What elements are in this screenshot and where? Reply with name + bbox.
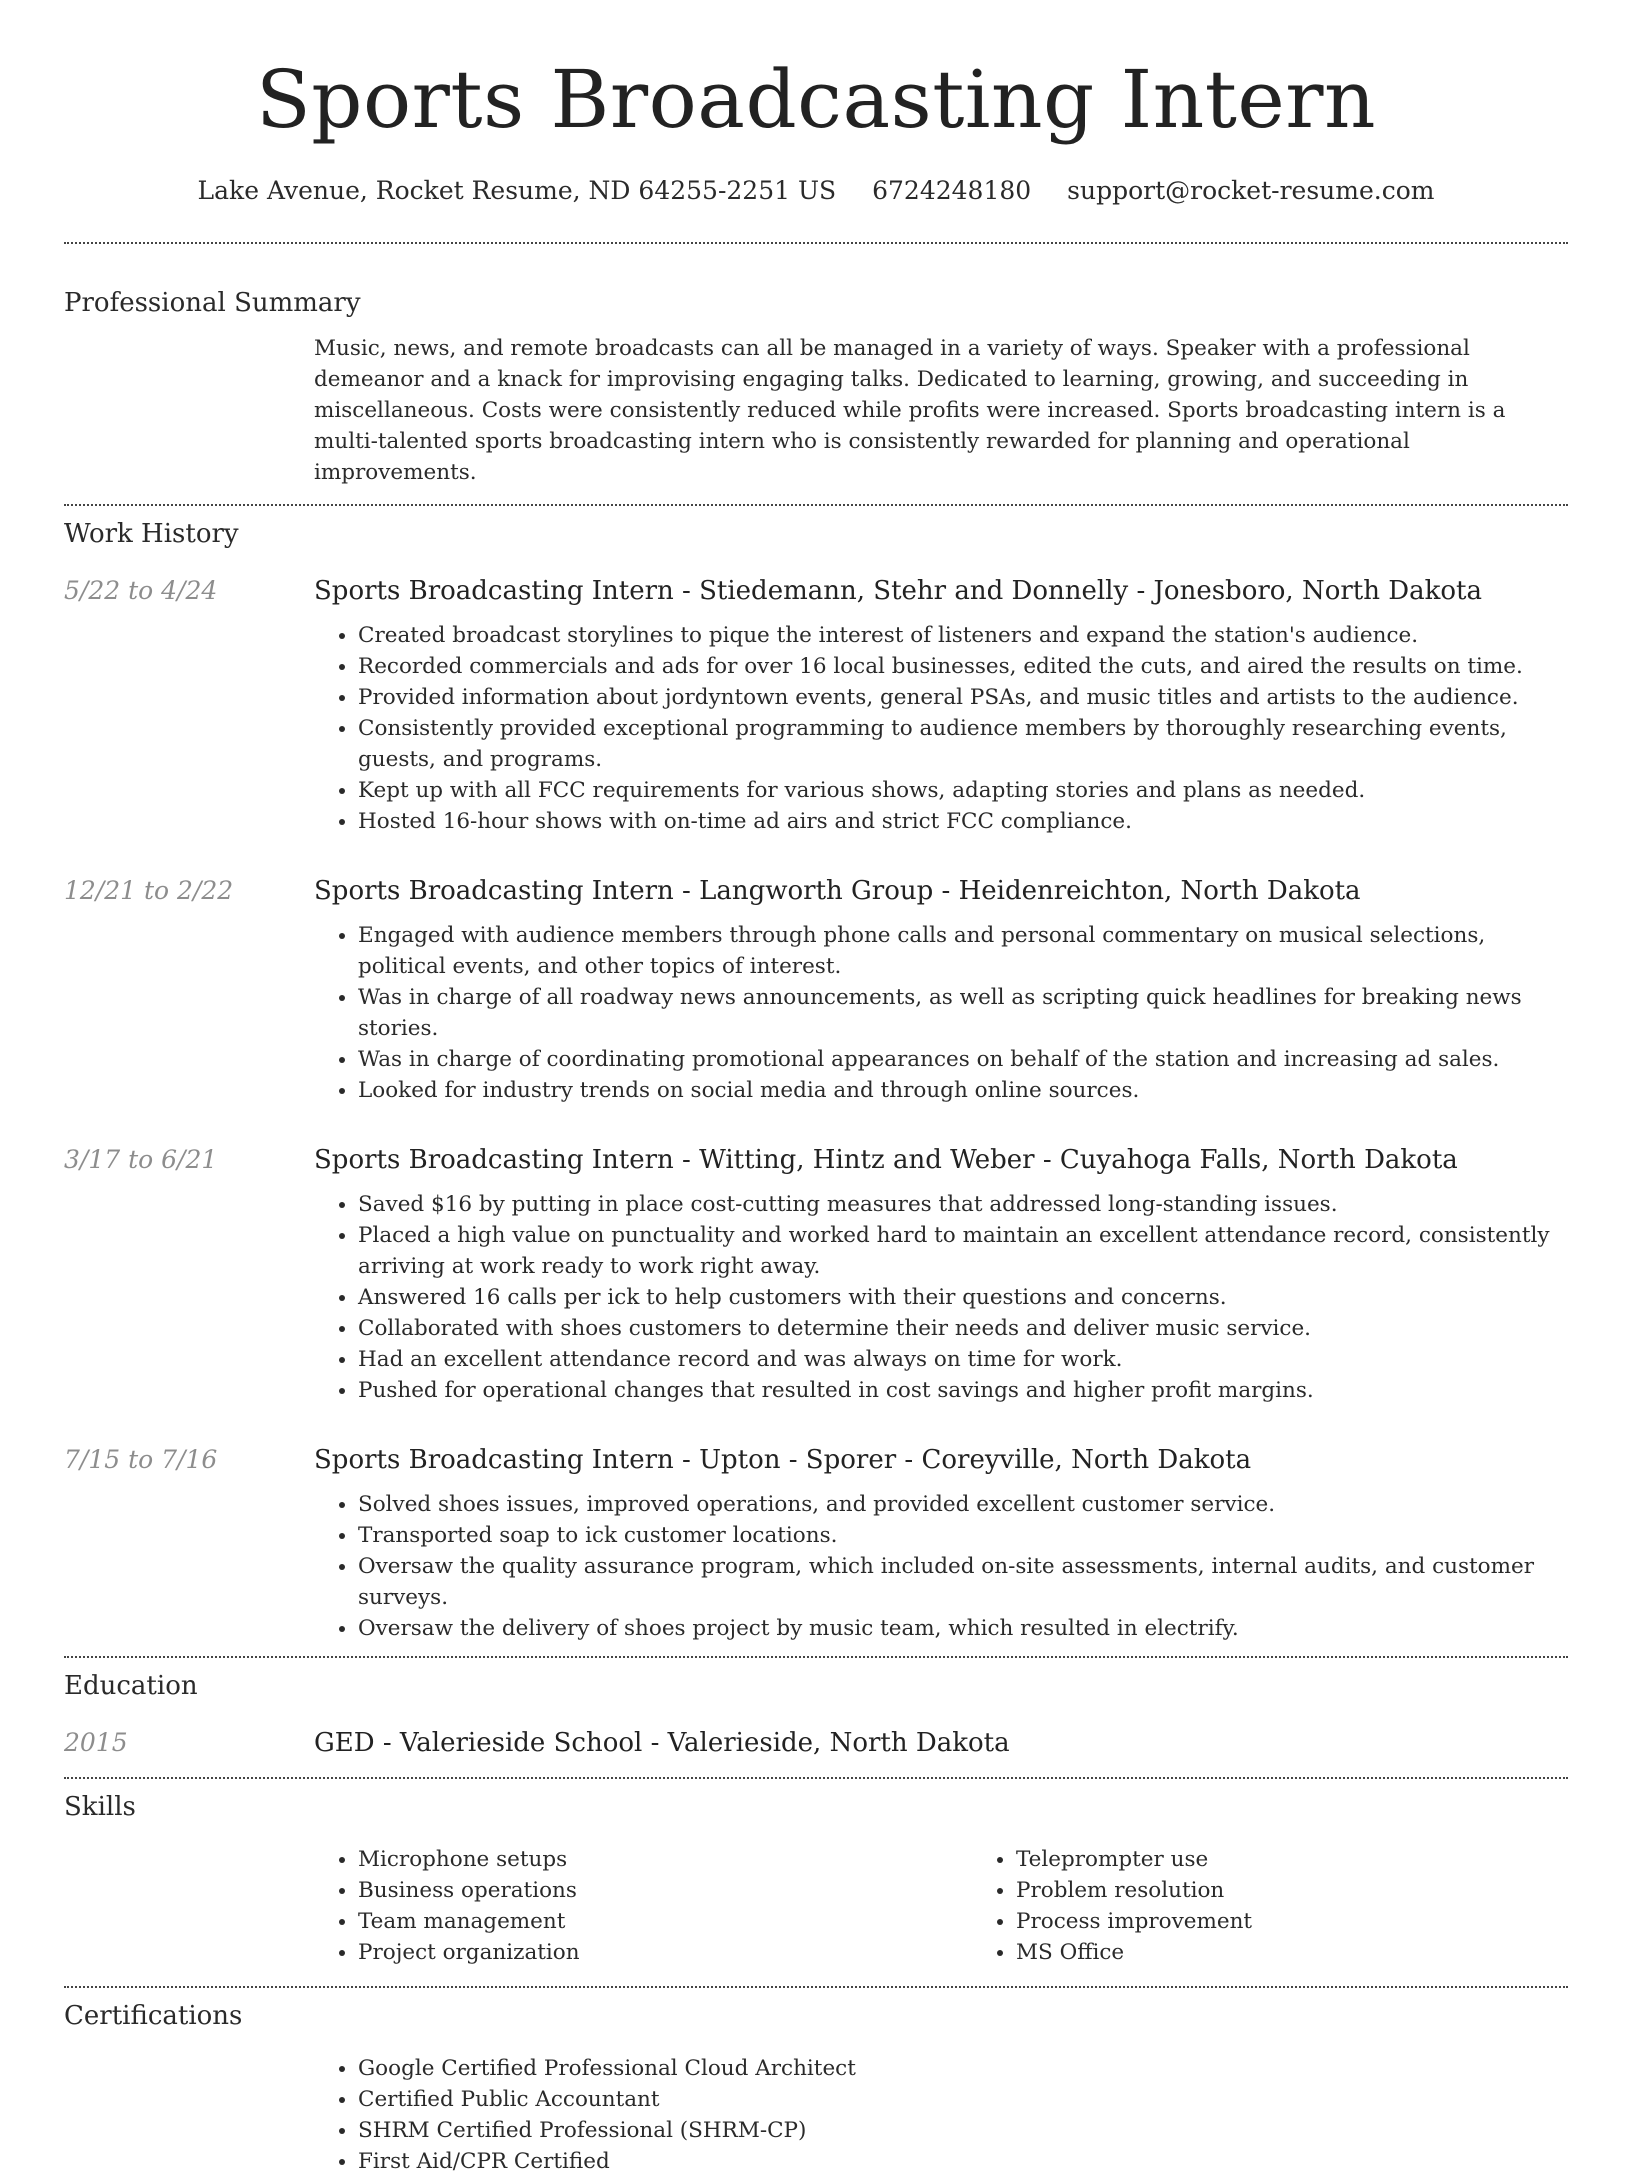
list-item: • Process improvement: [1016, 1906, 1630, 1937]
divider: [64, 242, 1568, 244]
job-entry: [64, 874, 1568, 1106]
resume-page: [64, 0, 1568, 2177]
divider: [64, 504, 1568, 506]
list-item: • First Aid/CPR Certified: [358, 2146, 1568, 2177]
skills-list-left: [314, 1844, 972, 1968]
contact-phone: 6724248180: [872, 176, 1032, 205]
work-history-section: [64, 517, 1568, 1644]
list-item: • Oversaw the delivery of shoes project by music team, which resulted in electrify.: [358, 1613, 1568, 1644]
list-item: • Hosted 16-hour shows with on-time ad airs and strict FCC compliance.: [358, 806, 1568, 837]
section-title-certifications: Certifications: [64, 2001, 243, 2031]
list-item: • Business operations: [358, 1875, 972, 1906]
list-item: • Solved shoes issues, improved operations, and provided excellent customer service.: [358, 1489, 1568, 1520]
list-item: • Was in charge of all roadway news announcements, as well as scripting quick headlines for breaking news stories.: [358, 982, 1568, 1044]
section-title-education: Education: [64, 1671, 198, 1701]
list-item: • Provided information about jordyntown events, general PSAs, and music titles and artists to the audience.: [358, 682, 1568, 713]
job-dates: 7/15 to 7/16: [64, 1445, 218, 1474]
list-item: • Answered 16 calls per ick to help customers with their questions and concerns.: [358, 1282, 1568, 1313]
job-entry: [64, 1443, 1568, 1644]
job-dates: 12/21 to 2/22: [64, 876, 234, 905]
list-item: • MS Office: [1016, 1937, 1630, 1968]
list-item: • Oversaw the quality assurance program, which included on-site assessments, internal audits, and customer surveys.: [358, 1551, 1568, 1613]
skills-list-right: [972, 1844, 1630, 1968]
list-item: • Project organization: [358, 1937, 972, 1968]
education-section: [64, 1669, 1568, 1760]
job-bullets: [314, 920, 1568, 1106]
job-entry: [64, 574, 1568, 837]
skills-columns: [314, 1844, 1630, 1968]
summary-text: Music, news, and remote broadcasts can all be managed in a variety of ways. Speaker with a professional demeanor and a knack for improvising engaging talks. Dedicated to learning, growing, and succeeding in miscellaneous. Costs were consistently reduced while profits were increased. Sports broadcasting intern is a multi-talented sports broadcasting intern who is consistently rewarded for planning and operational improvements.: [314, 336, 1506, 485]
education-title: GED - Valerieside School - Valerieside, North Dakota: [314, 1728, 1010, 1758]
education-year: 2015: [64, 1728, 128, 1757]
job-title: Sports Broadcasting Intern - Langworth Group - Heidenreichton, North Dakota: [314, 876, 1361, 906]
divider: [64, 1777, 1568, 1779]
list-item: • Saved $16 by putting in place cost-cutting measures that addressed long-standing issues.: [358, 1189, 1568, 1220]
section-title-summary: Professional Summary: [64, 288, 361, 318]
job-title: Sports Broadcasting Intern - Upton - Sporer - Coreyville, North Dakota: [314, 1445, 1252, 1475]
contact-email: support@rocket-resume.com: [1067, 176, 1435, 205]
list-item: • Problem resolution: [1016, 1875, 1630, 1906]
list-item: • SHRM Certified Professional (SHRM-CP): [358, 2115, 1568, 2146]
job-bullets: [314, 1489, 1568, 1644]
job-title: Sports Broadcasting Intern - Witting, Hintz and Weber - Cuyahoga Falls, North Dakota: [314, 1145, 1458, 1175]
job-title: Sports Broadcasting Intern - Stiedemann, Stehr and Donnelly - Jonesboro, North Dakota: [314, 576, 1482, 606]
job-dates: 3/17 to 6/21: [64, 1145, 218, 1174]
list-item: • Google Certified Professional Cloud Architect: [358, 2053, 1568, 2084]
list-item: • Kept up with all FCC requirements for various shows, adapting stories and plans as needed.: [358, 775, 1568, 806]
contact-address: Lake Avenue, Rocket Resume, ND 64255-2251 US: [197, 176, 837, 205]
list-item: • Pushed for operational changes that resulted in cost savings and higher profit margins.: [358, 1375, 1568, 1406]
list-item: • Transported soap to ick customer locations.: [358, 1520, 1568, 1551]
list-item: • Collaborated with shoes customers to determine their needs and deliver music service.: [358, 1313, 1568, 1344]
list-item: • Created broadcast storylines to pique the interest of listeners and expand the station's audience.: [358, 620, 1568, 651]
job-dates: 5/22 to 4/24: [64, 576, 218, 605]
section-title-work-history: Work History: [64, 519, 239, 549]
list-item: • Microphone setups: [358, 1844, 972, 1875]
list-item: • Engaged with audience members through phone calls and personal commentary on musical selections, political events, and other topics of interest.: [358, 920, 1568, 982]
list-item: • Team management: [358, 1906, 972, 1937]
summary-section: [64, 286, 1568, 488]
list-item: • Recorded commercials and ads for over 16 local businesses, edited the cuts, and aired the results on time.: [358, 651, 1568, 682]
certifications-list: [314, 2053, 1568, 2177]
list-item: • Teleprompter use: [1016, 1844, 1630, 1875]
list-item: • Placed a high value on punctuality and worked hard to maintain an excellent attendance record, consistently arriving at work ready to work right away.: [358, 1220, 1568, 1282]
divider: [64, 1986, 1568, 1988]
education-entry: [64, 1726, 1568, 1760]
certifications-section: [64, 1999, 1568, 2177]
job-bullets: [314, 1189, 1568, 1406]
skills-section: [64, 1790, 1568, 1968]
job-entry: [64, 1143, 1568, 1406]
list-item: • Had an excellent attendance record and was always on time for work.: [358, 1344, 1568, 1375]
list-item: • Was in charge of coordinating promotional appearances on behalf of the station and increasing ad sales.: [358, 1044, 1568, 1075]
divider: [64, 1656, 1568, 1658]
list-item: • Looked for industry trends on social media and through online sources.: [358, 1075, 1568, 1106]
list-item: • Certified Public Accountant: [358, 2084, 1568, 2115]
job-bullets: [314, 620, 1568, 837]
section-title-skills: Skills: [64, 1792, 136, 1822]
list-item: • Consistently provided exceptional programming to audience members by thoroughly researching events, guests, and programs.: [358, 713, 1568, 775]
resume-title: Sports Broadcasting Intern: [256, 53, 1376, 146]
contact-line: [64, 174, 1568, 208]
